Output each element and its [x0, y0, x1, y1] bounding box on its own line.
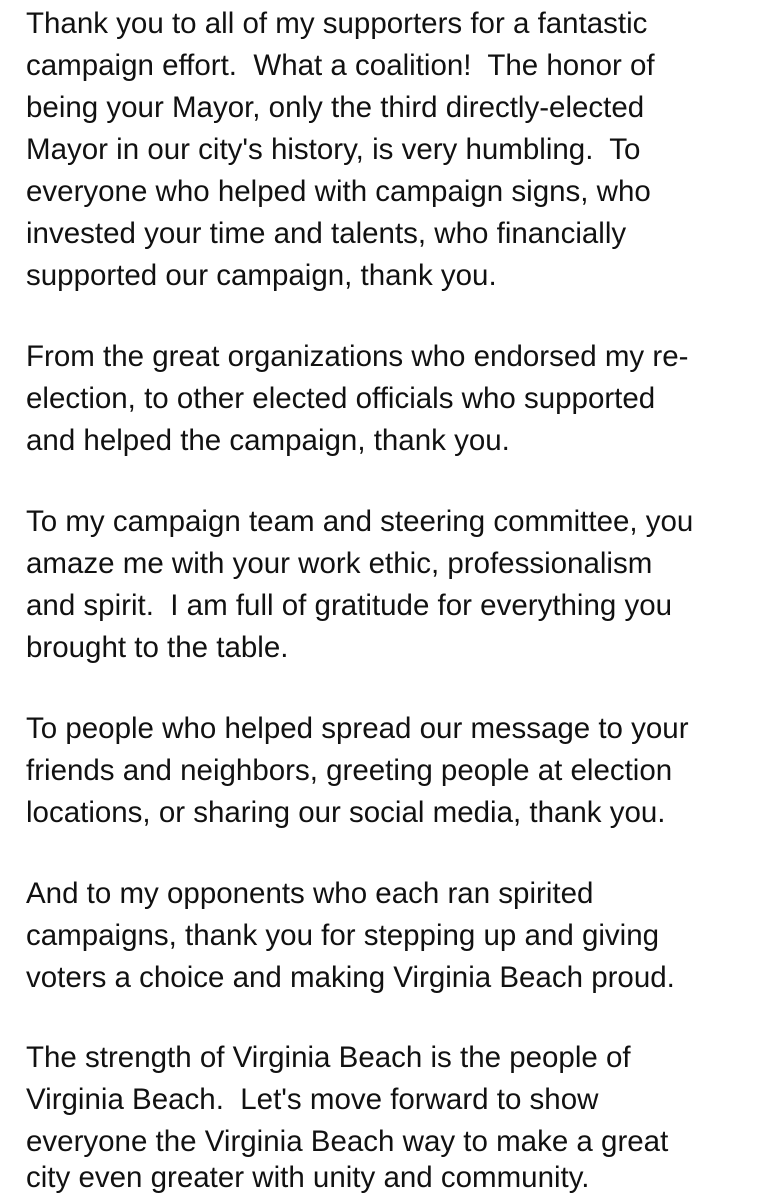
post-line: brought to the table.: [26, 631, 289, 664]
post-line: voters a choice and making Virginia Beach proud.: [26, 961, 675, 994]
post-line: and spirit. I am full of gratitude for everything you: [26, 589, 673, 622]
post-line: To people who helped spread our message to your: [26, 712, 689, 745]
post-line: To my campaign team and steering committee, you: [26, 505, 694, 538]
post-line: and helped the campaign, thank you.: [26, 424, 510, 457]
post-line: Mayor in our city's history, is very humbling. To: [26, 133, 641, 166]
post-line: election, to other elected officials who supported: [26, 382, 656, 415]
post-line: city even greater with unity and community.: [26, 1161, 590, 1194]
post-line: being your Mayor, only the third directly-elected: [26, 91, 645, 124]
post-line: campaigns, thank you for stepping up and giving: [26, 919, 660, 952]
post-line: friends and neighbors, greeting people at election: [26, 754, 673, 787]
post-line: The strength of Virginia Beach is the people of: [26, 1041, 631, 1074]
post-line: Thank you to all of my supporters for a fantastic: [26, 7, 648, 40]
post-line: everyone who helped with campaign signs, who: [26, 175, 651, 208]
post-line: amaze me with your work ethic, professionalism: [26, 547, 653, 580]
post-line: Virginia Beach. Let's move forward to show: [26, 1083, 599, 1116]
post-line: campaign effort. What a coalition! The honor of: [26, 49, 655, 82]
post-line: everyone the Virginia Beach way to make a great: [26, 1125, 669, 1158]
post-line: invested your time and talents, who financially: [26, 217, 627, 250]
post-line: And to my opponents who each ran spirited: [26, 877, 594, 910]
post-line: supported our campaign, thank you.: [26, 259, 497, 292]
post-line: locations, or sharing our social media, thank you.: [26, 796, 666, 829]
post-line: From the great organizations who endorsed my re-: [26, 340, 689, 373]
